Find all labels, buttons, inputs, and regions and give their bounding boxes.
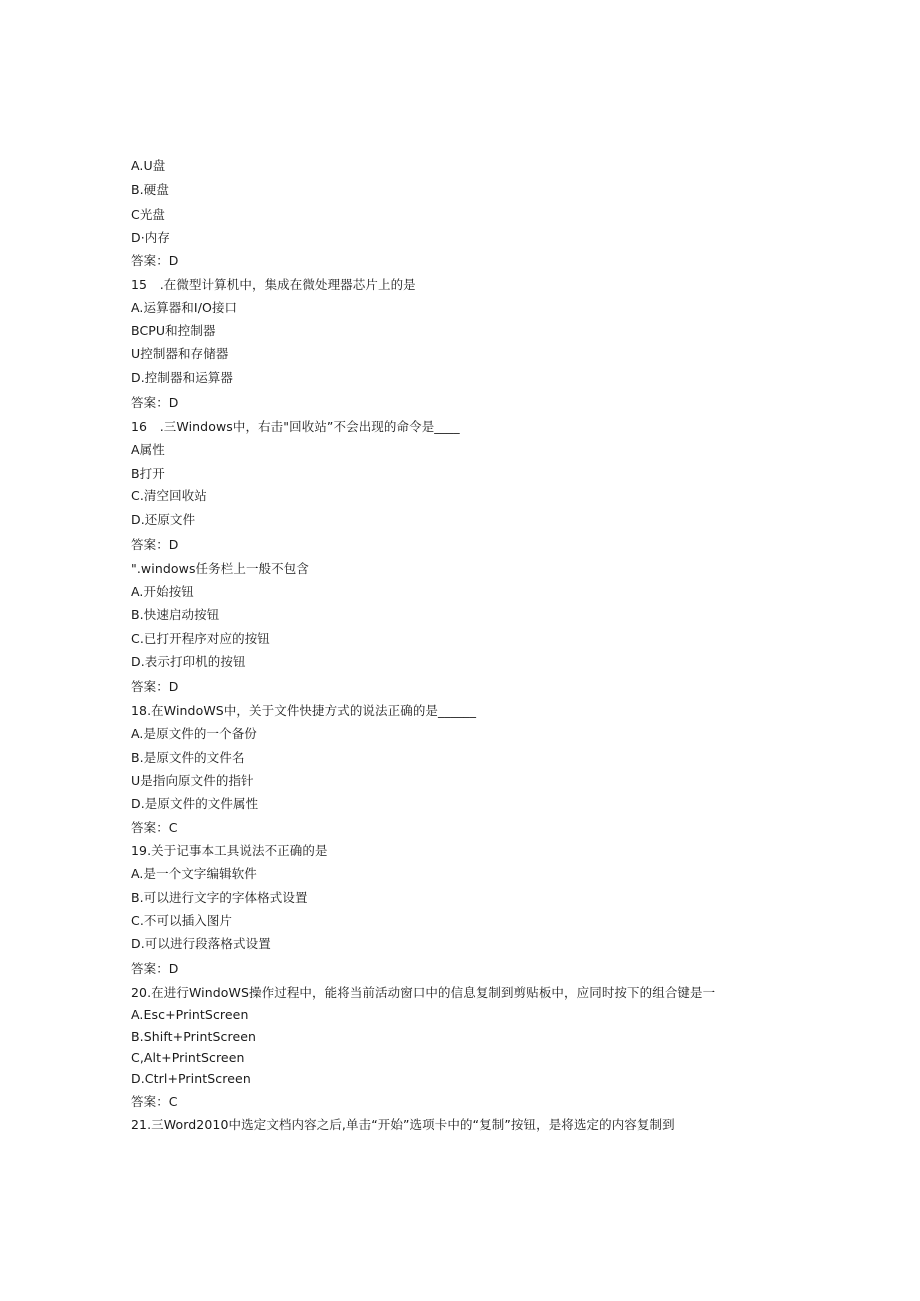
option-b: B.可以进行文字的字体格式设置	[131, 890, 308, 905]
option-a: A.U盘	[131, 158, 166, 173]
question-15: 15 .在微型计算机中，集成在微处理器芯片上的是	[131, 277, 416, 292]
option-c: C.清空回收站	[131, 488, 207, 503]
answer: 答案：D	[131, 395, 179, 410]
option-a: A.开始按钮	[131, 584, 194, 599]
option-d: D.控制器和运算器	[131, 370, 233, 385]
option-a: A属性	[131, 442, 165, 457]
option-a: A.是一个文字编辑软件	[131, 866, 257, 881]
question-20: 20.在进行WindoWS操作过程中，能将当前活动窗口中的信息复制到剪贴板中，应同时按下的组合键是一	[131, 985, 716, 1000]
answer: 答案：D	[131, 679, 179, 694]
option-a: A.运算器和I/O接口	[131, 300, 238, 315]
question-19: 19.关于记事本工具说法不正确的是	[131, 843, 328, 858]
question-18: 18.在WindoWS中，关于文件快捷方式的说法正确的是______	[131, 703, 477, 718]
option-c: C,Alt+PrintScreen	[131, 1050, 245, 1065]
option-b: BCPU和控制器	[131, 323, 216, 338]
option-b: B.是原文件的文件名	[131, 750, 245, 765]
option-b: B打开	[131, 466, 165, 481]
question-17: ".windows任务栏上一般不包含	[131, 561, 309, 576]
option-a: A.Esc+PrintScreen	[131, 1007, 249, 1022]
question-21: 21.三Word2010中选定文档内容之后,单击“开始”选项卡中的“复制”按钮，是将选定的内容复制到	[131, 1117, 675, 1132]
option-d: D·内存	[131, 230, 170, 245]
option-a: A.是原文件的一个备份	[131, 726, 257, 741]
answer: 答案：C	[131, 1094, 178, 1109]
answer: 答案：D	[131, 961, 179, 976]
option-b: B.硬盘	[131, 182, 169, 197]
option-d: D.是原文件的文件属性	[131, 796, 259, 811]
option-c: U是指向原文件的指针	[131, 773, 254, 788]
option-d: D.可以进行段落格式设置	[131, 936, 271, 951]
option-d: D.表示打印机的按钮	[131, 654, 246, 669]
option-c: C.不可以插入图片	[131, 913, 233, 928]
option-c: C.已打开程序对应的按钮	[131, 631, 270, 646]
option-b: B.Shift+PrintScreen	[131, 1029, 257, 1044]
answer: 答案：D	[131, 253, 179, 268]
question-16: 16 .三Windows中，右击"回收站”不会出现的命令是____	[131, 419, 460, 434]
option-c: U控制器和存储器	[131, 346, 229, 361]
answer: 答案：C	[131, 820, 178, 835]
option-c: C光盘	[131, 207, 166, 222]
option-d: D.还原文件	[131, 512, 196, 527]
option-d: D.Ctrl+PrintScreen	[131, 1071, 251, 1086]
option-b: B.快速启动按钮	[131, 607, 220, 622]
answer: 答案：D	[131, 537, 179, 552]
